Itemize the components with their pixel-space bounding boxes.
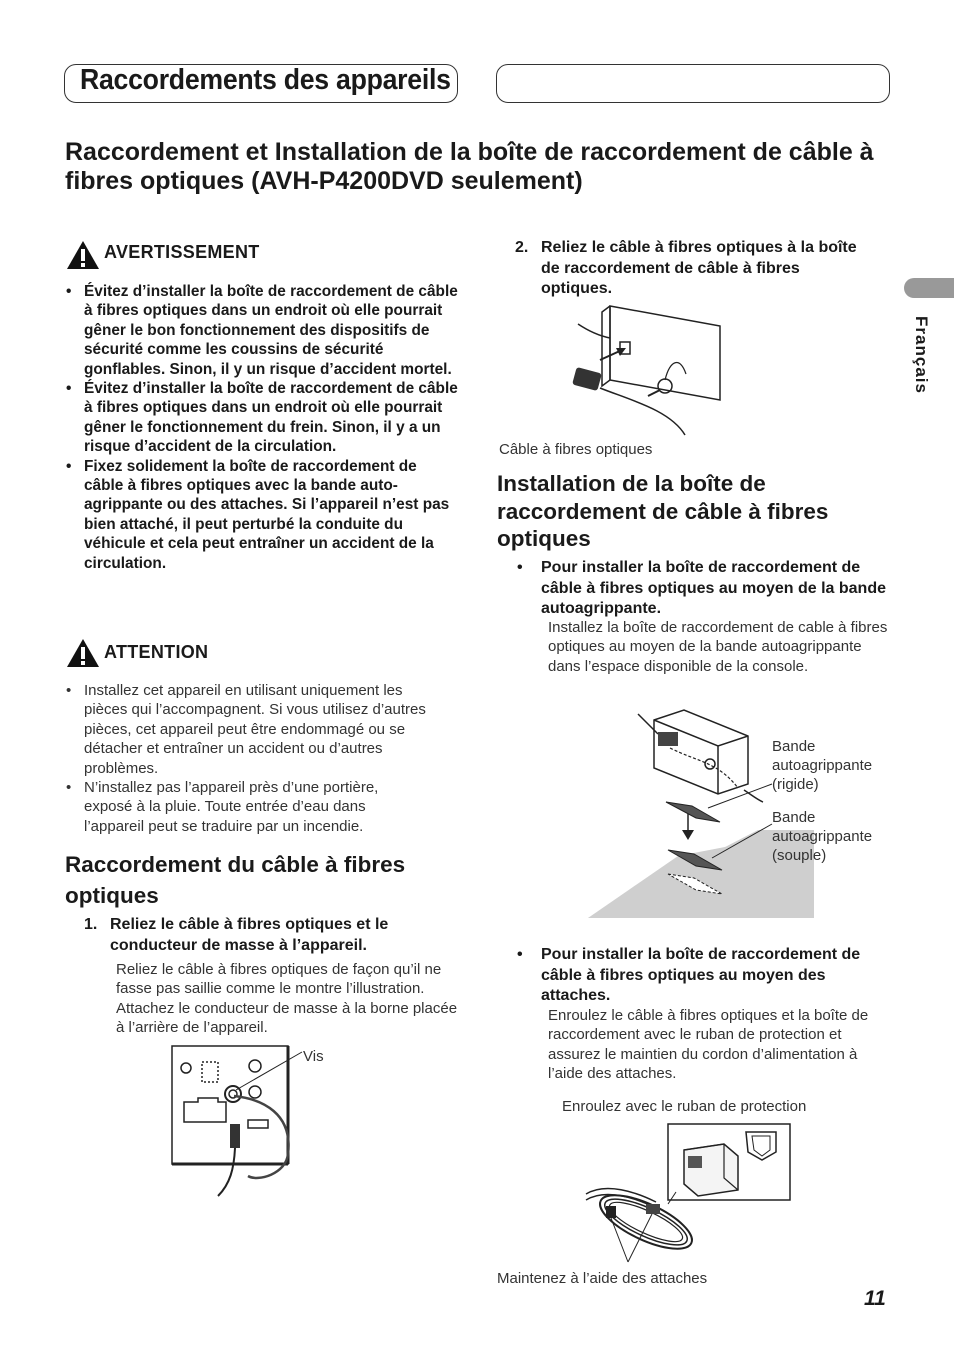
cable-to-box-illustration xyxy=(570,300,730,440)
connection-subtitle: Raccordement du câble à fibres optiques xyxy=(65,852,406,908)
warning-triangle-icon xyxy=(66,240,100,270)
caution-list xyxy=(66,681,426,836)
header-empty-frame xyxy=(496,64,890,103)
screw-label: Vis xyxy=(303,1048,324,1065)
step-2-number: 2. xyxy=(515,239,529,256)
caution-item: • N’installez pas l’appareil près d’une portière, exposé à la pluie. Toute entrée d’eau dans l’appareil peut se traduire par un incendie. xyxy=(66,778,426,836)
unit-back-illustration xyxy=(168,1044,328,1204)
page-number: 11 xyxy=(864,1287,886,1310)
section-title: Raccordement et Installation de la boîte de raccordement de câble à fibres optiques (AVH-P4200DVD seulement) xyxy=(65,138,874,195)
caution-item: • Installez cet appareil en utilisant uniquement les pièces qui l’accompagnent. Si vous utilisez d’autres pièces, cet appareil peut être endommagé ou se détacher et entraîner un accident ou d’autres problèmes. xyxy=(66,681,426,778)
velcro-heading: • Pour installer la boîte de raccordement de câble à fibres optiques au moyen de la bande autoagrippante. xyxy=(517,558,889,620)
caution-triangle-icon xyxy=(66,638,100,668)
step-1-number: 1. xyxy=(84,916,98,933)
ties-heading: • Pour installer la boîte de raccordement de câble à fibres optiques au moyen des attaches. xyxy=(517,945,889,1007)
rigid-velcro-label: Bande autoagrippante (rigide) xyxy=(772,738,873,793)
step-1-title: Reliez le câble à fibres optiques et le conducteur de masse à l’appareil. xyxy=(110,916,389,954)
cable-label: Câble à fibres optiques xyxy=(499,441,653,458)
velcro-method xyxy=(517,558,889,620)
warning-item: • Fixez solidement la boîte de raccordement de câble à fibres optiques avec la bande auto-agrippante ou des attaches. Si l’appareil n’est pas bien attaché, il peut perturbé la conduite du véhicule et cela peut entraîner un accident de la circulation. xyxy=(66,457,458,573)
ties-text: Enroulez le câble à fibres optiques et la boîte de raccordement avec le ruban de protection et assurez le maintien du cordon d’alimentation à l’aide des attaches. xyxy=(548,1007,869,1083)
warning-item: • Évitez d’installer la boîte de raccordement de câble à fibres optiques dans un endroit où elle pourrait gêner le bon fonctionnement des dispositifs de sécurité comme les coussins de sécurité gonflables. Sinon, il y un risque d’accident mortel. xyxy=(66,282,458,379)
caution-heading: ATTENTION xyxy=(104,642,209,662)
language-tab-label: Français xyxy=(912,316,931,394)
velcro-text: Installez la boîte de raccordement de cable à fibres optiques au moyen de la bande autoagrippante dans l’espace disponible de la console. xyxy=(548,619,888,675)
hold-label: Maintenez à l’aide des attaches xyxy=(497,1270,708,1287)
installation-subtitle: Installation de la boîte de raccordement de câble à fibres optiques xyxy=(497,471,829,551)
page-header-title: Raccordements des appareils xyxy=(80,64,451,96)
ties-method xyxy=(517,945,889,1007)
language-tab xyxy=(904,278,954,298)
warning-list xyxy=(66,282,458,573)
warning-heading: AVERTISSEMENT xyxy=(104,242,260,262)
ties-install-illustration xyxy=(576,1122,796,1270)
soft-velcro-label: Bande autoagrippante (souple) xyxy=(772,809,873,864)
step-2 xyxy=(515,238,875,300)
step-1-text: Reliez le câble à fibres optiques de façon qu’il ne fasse pas saillie comme le montre l’illustration. Attachez le conducteur de masse à la borne placée à l’arrière de l’appareil. xyxy=(116,961,458,1037)
warning-item: • Évitez d’installer la boîte de raccordement de câble à fibres optiques dans un endroit où elle pourrait gêner le fonctionnement du frein. Sinon, il y a un risque d’accident de la circulation. xyxy=(66,379,458,457)
step-1 xyxy=(84,915,456,956)
wrap-label: Enroulez avec le ruban de protection xyxy=(562,1098,807,1115)
step-2-title: Reliez le câble à fibres optiques à la boîte de raccordement de câble à fibres optiques. xyxy=(541,239,857,297)
